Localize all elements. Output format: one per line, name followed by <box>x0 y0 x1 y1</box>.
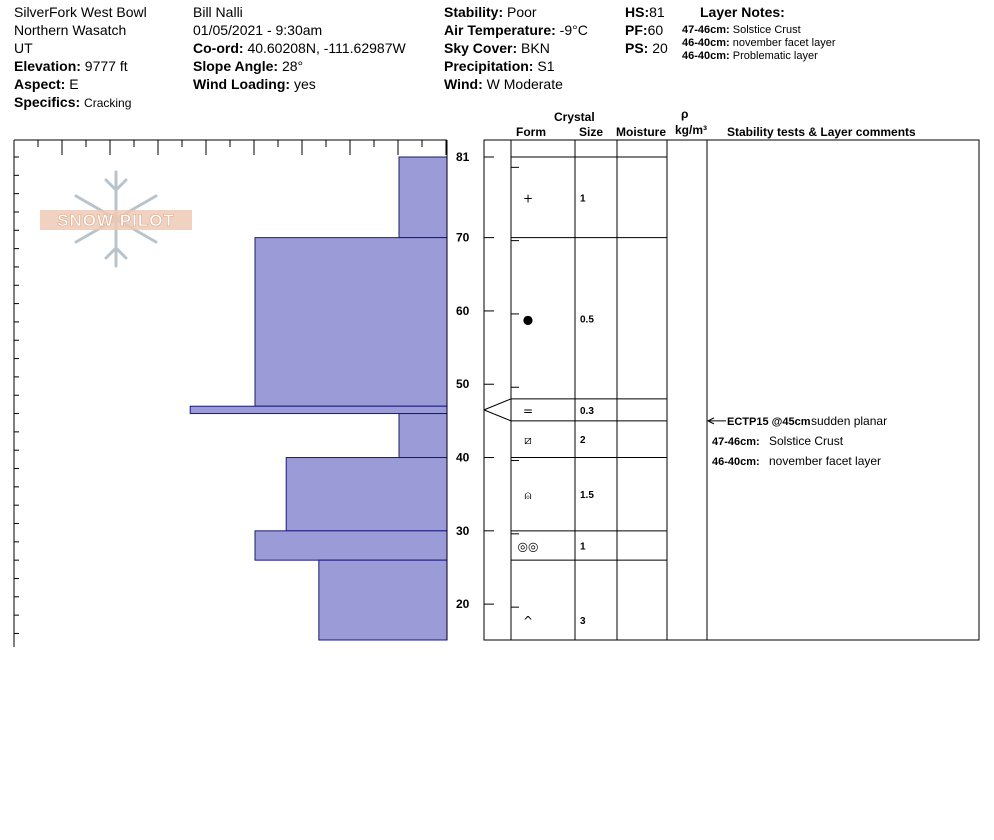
crystal-header: Crystal <box>554 110 595 124</box>
observer: Bill Nalli <box>193 4 243 20</box>
layer-notes-title: Layer Notes: <box>700 4 785 20</box>
layer-comment-text: november facet layer <box>769 453 882 468</box>
hardness-bar <box>255 238 447 407</box>
layer-comment-range: 47-46cm: <box>712 435 760 448</box>
elevation-label: Elevation: <box>14 58 81 74</box>
hardness-bar <box>399 157 447 238</box>
crystal-size: 1.5 <box>580 490 594 502</box>
layer-note-range: 46-40cm: <box>682 37 730 49</box>
state: UT <box>14 40 33 56</box>
hardness-bar <box>286 458 447 531</box>
stability-value: Poor <box>507 4 537 20</box>
specifics-label: Specifics: <box>14 94 81 110</box>
hs-label: HS: <box>625 4 650 20</box>
datetime: 01/05/2021 - 9:30am <box>193 22 323 38</box>
air-temp-label: Air Temperature: <box>444 22 556 38</box>
ps-value: 20 <box>652 40 668 56</box>
depth-label: 30 <box>456 523 470 538</box>
layer-note-range: 46-40cm: <box>682 50 730 62</box>
svg-text:SNOW PILOT: SNOW PILOT <box>57 211 175 230</box>
layer-note-text: november facet layer <box>732 37 836 49</box>
test-result-text: sudden planar <box>811 413 888 428</box>
sky-label: Sky Cover: <box>444 40 518 56</box>
range: Northern Wasatch <box>14 22 127 38</box>
depth-label: 40 <box>456 450 470 465</box>
hardness-bar <box>190 406 447 413</box>
crystal-size: 0.5 <box>580 314 594 326</box>
crystal-size: 3 <box>580 616 586 627</box>
hs-value: 81 <box>649 4 665 20</box>
crystal-form: ⧄ <box>524 433 532 448</box>
crystal-form: ^ <box>522 614 534 628</box>
hardness-bar <box>255 531 447 560</box>
crystal-size: 2 <box>580 435 586 447</box>
elevation-value: 9777 ft <box>84 58 128 74</box>
layer-comment-text: Solstice Crust <box>769 433 844 448</box>
layer-connector <box>484 399 511 410</box>
air-temp-value: -9°C <box>559 22 588 38</box>
crystal-size: 0.3 <box>580 405 594 417</box>
crystal-size: 1 <box>580 193 586 205</box>
stability-label: Stability: <box>444 4 504 20</box>
layer-comment-range: 46-40cm: <box>712 455 760 468</box>
crystal-form: ⍝ <box>524 488 532 503</box>
crystal-form: ◎◎ <box>517 539 539 554</box>
form-header: Form <box>516 125 546 139</box>
pf-value: 60 <box>647 22 664 38</box>
aspect-label: Aspect: <box>14 76 66 92</box>
layer-connector <box>484 410 511 421</box>
test-result-label: ECTP15 @45cm <box>727 415 811 428</box>
crystal-form: = <box>522 403 534 418</box>
pf-label: PF: <box>625 22 648 38</box>
coord-label: Co-ord: <box>193 40 244 56</box>
snowpilot-logo <box>40 172 192 266</box>
coord-value: 40.60208N, -111.62987W <box>247 40 406 56</box>
moisture-header: Moisture <box>616 125 667 139</box>
precip-label: Precipitation: <box>444 58 534 74</box>
sky-value: BKN <box>521 40 550 56</box>
slope-label: Slope Angle: <box>193 58 279 74</box>
depth-label: 70 <box>456 230 470 245</box>
hardness-bar <box>319 560 447 640</box>
wind-loading-label: Wind Loading: <box>193 76 291 92</box>
density-unit-header: kg/m³ <box>675 123 708 137</box>
wind-label: Wind: <box>444 76 483 92</box>
crystal-form: ● <box>522 312 534 327</box>
crystal-form: + <box>522 191 534 206</box>
specifics-value: Cracking <box>84 96 132 110</box>
location: SilverFork West Bowl <box>14 4 147 20</box>
aspect-value: E <box>69 76 79 92</box>
ps-label: PS: <box>625 40 649 56</box>
precip-value: S1 <box>537 58 555 74</box>
layer-note-text: Problematic layer <box>732 50 818 62</box>
crystal-size: 1 <box>580 541 586 553</box>
comments-header: Stability tests & Layer comments <box>727 125 916 139</box>
size-header: Size <box>579 125 604 139</box>
depth-label: 50 <box>456 377 470 392</box>
depth-label: 60 <box>456 303 470 318</box>
profile-table-frame <box>484 140 979 640</box>
slope-value: 28° <box>281 58 304 74</box>
depth-label: 81 <box>456 150 470 164</box>
layer-note-text: Solstice Crust <box>732 24 801 36</box>
wind-value: W Moderate <box>486 76 563 92</box>
layer-note-range: 47-46cm: <box>682 24 730 36</box>
wind-loading-value: yes <box>293 76 316 92</box>
rho-header: ρ <box>681 107 689 121</box>
hardness-bar <box>399 414 447 458</box>
depth-label: 20 <box>456 597 470 612</box>
